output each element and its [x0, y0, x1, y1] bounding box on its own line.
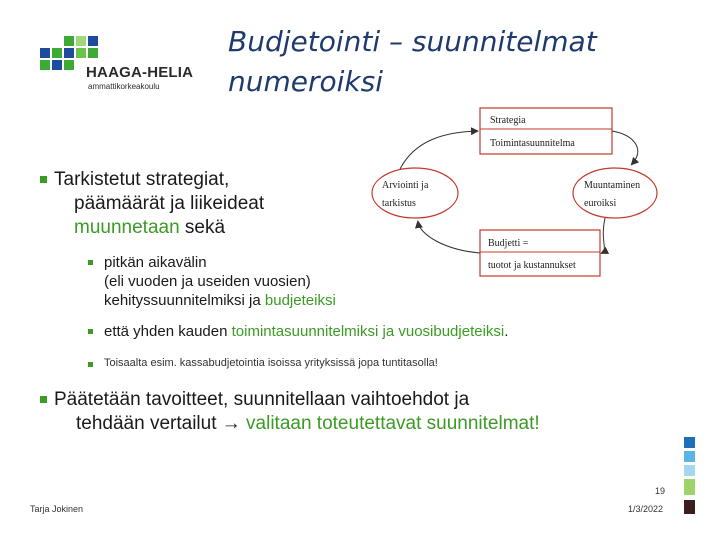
review-label: tarkistus	[382, 198, 416, 209]
evaluation-label: Arviointi ja	[382, 180, 429, 191]
sub-bullet-plain: kehityssuunnitelmiksi ja	[104, 292, 265, 309]
highlight-text: muunnetaan	[74, 217, 180, 238]
sub-bullet-marker	[88, 362, 93, 367]
sub-bullet-3: Toisaalta esim. kassabudjetointia isoissa yrityksissä jopa tuntitasolla!	[104, 357, 438, 369]
haaga-helia-logo	[36, 30, 196, 100]
side-color-block	[684, 500, 695, 514]
side-color-block	[684, 479, 695, 495]
cycle-arrow	[400, 131, 477, 169]
cycle-arrow	[418, 222, 480, 253]
side-color-block	[684, 451, 695, 462]
logo-square	[64, 60, 74, 70]
cycle-arrow	[602, 218, 605, 253]
slide-title-line: numeroiksi	[228, 65, 383, 98]
logo-square	[64, 48, 74, 58]
bullet-text	[54, 412, 540, 436]
conversion-label: Muuntaminen	[584, 180, 641, 191]
logo-square	[40, 60, 50, 70]
highlight-text: budjeteiksi	[264, 292, 336, 309]
highlight-text: valitaan toteutettavat suunnitelmat!	[240, 413, 540, 434]
bullet-marker	[40, 396, 47, 403]
slide-title-line: Budjetointi – suunnitelmat	[228, 25, 597, 58]
logo-square	[52, 60, 62, 70]
footer-date: 1/3/2022	[628, 504, 664, 514]
sub-bullet-marker	[88, 260, 93, 265]
highlight-text: toimintasuunnitelmiksi ja vuosibudjeteiksi	[231, 323, 505, 340]
bullet-text: Tarkistetut strategiat,	[54, 169, 230, 190]
side-color-block	[684, 465, 695, 476]
logo-square	[88, 48, 98, 58]
side-color-block	[684, 437, 695, 448]
euros-label: euroiksi	[584, 198, 617, 209]
logo-brand-text: HAAGA-HELIA	[86, 64, 194, 81]
income-costs-label: tuotot ja kustannukset	[488, 260, 576, 271]
bullet-text	[54, 216, 264, 240]
logo-square	[40, 48, 50, 58]
action-plan-label: Toimintasuunnitelma	[490, 138, 575, 149]
sub-bullet-end: .	[504, 323, 509, 340]
bullet-text: Päätetään tavoitteet, suunnitellaan vaihtoehdot ja	[54, 389, 470, 410]
bullet-text-end: sekä	[179, 217, 226, 238]
slide-title	[228, 22, 597, 102]
strategy-label: Strategia	[490, 115, 526, 126]
bullet-text-plain: tehdään vertailut	[76, 413, 222, 434]
arrow-icon: →	[221, 413, 241, 434]
budget-label: Budjetti =	[488, 238, 529, 249]
budget-cycle-diagram	[360, 100, 660, 280]
logo-square	[76, 36, 86, 46]
sub-bullet-text: (eli vuoden ja useiden vuosien)	[104, 273, 311, 290]
bullet-marker	[40, 176, 47, 183]
evaluation-ellipse	[372, 168, 458, 218]
sub-bullet-marker	[88, 329, 93, 334]
logo-square	[88, 36, 98, 46]
sub-bullet-plain: että yhden kauden	[104, 323, 232, 340]
bullet-main-1	[54, 168, 264, 240]
conversion-ellipse	[573, 168, 657, 218]
sub-bullet-2	[104, 322, 508, 341]
sub-bullet-text	[104, 291, 336, 310]
logo-square	[64, 36, 74, 46]
bullet-main-2	[54, 388, 540, 436]
footer-author: Tarja Jokinen	[30, 504, 84, 514]
logo-subtitle: ammattikorkeakoulu	[88, 82, 160, 91]
sub-bullet-1	[104, 253, 336, 310]
cycle-arrow	[612, 131, 638, 164]
logo-square	[52, 48, 62, 58]
bullet-text: päämäärät ja liikeideat	[74, 193, 265, 214]
page-number: 19	[655, 486, 666, 496]
logo-square	[76, 48, 86, 58]
sub-bullet-text: pitkän aikavälin	[104, 254, 207, 271]
